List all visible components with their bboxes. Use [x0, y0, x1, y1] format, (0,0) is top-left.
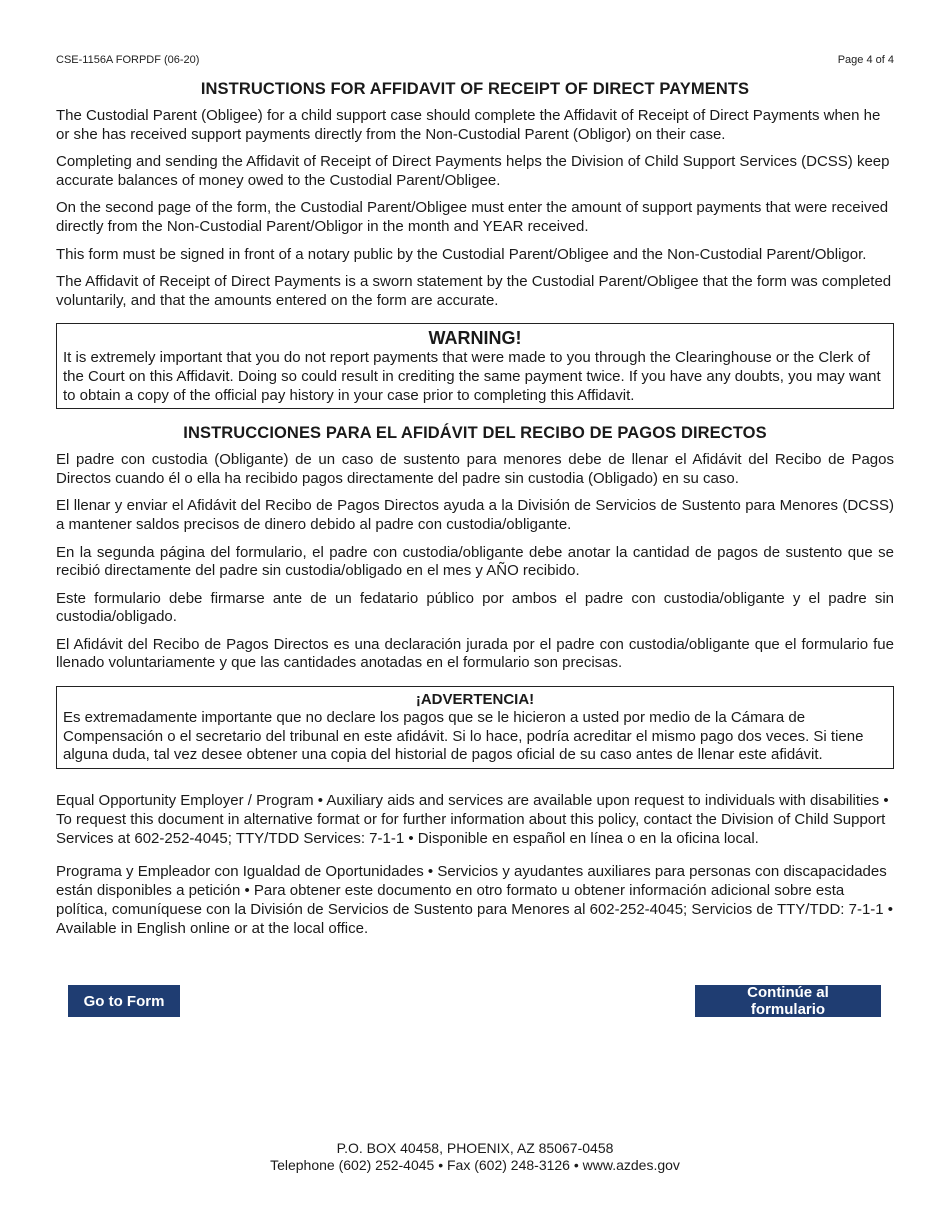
- instructions-content: [56, 80, 894, 784]
- page-header: [56, 54, 894, 66]
- advertencia-text: Es extremadamente importante que no declare los pagos que se le hicieron a usted por medio de la Cámara de Compensación o el secretario del tribunal en este afidávit. Si lo hace, podría acreditar el mismo pago dos veces. Si tiene alguna duda, tal vez desee obtener una copia del historial de pagos oficial de su caso antes de llenar este afidávit.: [63, 709, 864, 764]
- contact-line: Telephone (602) 252-4045 • Fax (602) 248-3126 • www.azdes.gov: [270, 1157, 680, 1173]
- office-address: [0, 1140, 950, 1174]
- go-to-form-button[interactable]: Go to Form: [68, 985, 180, 1017]
- form-id: CSE-1156A FORPDF (06-20): [56, 54, 200, 66]
- english-paragraph: The Custodial Parent (Obligee) for a child support case should complete the Affidavit of Receipt of Direct Payments when he or she has received support payments directly from the Non-Custodial Parent (Obligor) on their case.: [56, 107, 881, 143]
- spanish-paragraph: Este formulario debe firmarse ante de un fedatario público por ambos el padre con custodia/obligante y el padre sin custodia/obligado.: [56, 589, 894, 626]
- spanish-paragraph: El Afidávit del Recibo de Pagos Directos es una declaración jurada por el padre con custodia/obligante que el formulario fue llenado voluntariamente y que las cantidades anotadas en el formulario son precisas.: [56, 635, 894, 672]
- spanish-paragraph: En la segunda página del formulario, el padre con custodia/obligante debe anotar la cantidad de pagos de sustento que se recibió directamente del padre sin custodia/obligado en el mes y AÑO recibido.: [56, 543, 894, 580]
- english-title: INSTRUCTIONS FOR AFFIDAVIT OF RECEIPT OF DIRECT PAYMENTS: [200, 80, 750, 98]
- page-number: Page 4 of 4: [837, 54, 894, 66]
- equal-opportunity-notices: [56, 792, 894, 954]
- english-notice: Equal Opportunity Employer / Program • Auxiliary aids and services are available upon request to individuals with disabilities • To request this document in alternative format or for further information about this policy, contact the Division of Child Support Services at 602-252-4045; TTY/TDD Services: 7-1-1 • Disponible en español en línea o en la oficina local.: [56, 792, 889, 847]
- english-paragraph: On the second page of the form, the Custodial Parent/Obligee must enter the amount of support payments that were received directly from the Non-Custodial Parent/Obligor in the month and YEAR received.: [56, 199, 889, 235]
- advertencia-title: ¡ADVERTENCIA!: [415, 691, 535, 709]
- spanish-paragraph: El padre con custodia (Obligante) de un caso de sustento para menores debe de llenar el Afidávit del Recibo de Pagos Directos cuando él o ella ha recibido pagos directamente del padre sin custodia (Obligado) en su caso.: [56, 451, 894, 487]
- warning-title: WARNING!: [428, 328, 522, 349]
- spanish-title: INSTRUCCIONES PARA EL AFIDÁVIT DEL RECIBO DE PAGOS DIRECTOS: [183, 424, 767, 443]
- english-paragraph: The Affidavit of Receipt of Direct Payments is a sworn statement by the Custodial Parent/Obligee that the form was completed voluntarily, and that the amounts entered on the form are accurate.: [56, 273, 892, 309]
- continue-form-button[interactable]: Continúe al formulario: [695, 985, 881, 1017]
- english-paragraph: Completing and sending the Affidavit of Receipt of Direct Payments helps the Division of Child Support Services (DCSS) keep accurate balances of money owed to the Custodial Parent/Obligee.: [56, 153, 890, 189]
- spanish-notice: Programa y Empleador con Igualdad de Oportunidades • Servicios y ayudantes auxiliares para personas con discapacidades están disponibles a petición • Para obtener este documento en otro formato u obtener información adicional sobre esta política, comuníquese con la División de Servicios de Sustento para Menores al 602-252-4045; Servicios de TTY/TDD: 7-1-1 • Available in English online or at the local office.: [56, 863, 894, 937]
- spanish-warning-box: [56, 686, 894, 769]
- spanish-paragraph: El llenar y enviar el Afidávit del Recibo de Pagos Directos ayuda a la División de Servicios de Sustento para Menores (DCSS) a mantener saldos precisos de dinero debido al padre con custodia/obligante.: [56, 497, 894, 533]
- english-paragraph: This form must be signed in front of a notary public by the Custodial Parent/Obligee and the Non-Custodial Parent/Obligor.: [56, 245, 867, 263]
- mailing-address: P.O. BOX 40458, PHOENIX, AZ 85067-0458: [336, 1140, 614, 1156]
- english-warning-box: [56, 323, 894, 409]
- warning-text: It is extremely important that you do not report payments that were made to you through the Clearinghouse or the Clerk of the Court on this Affidavit. Doing so could result in crediting the same payment twice. If you have any doubts, you may want to obtain a copy of the official pay history in your case prior to completing this Affidavit.: [63, 349, 881, 404]
